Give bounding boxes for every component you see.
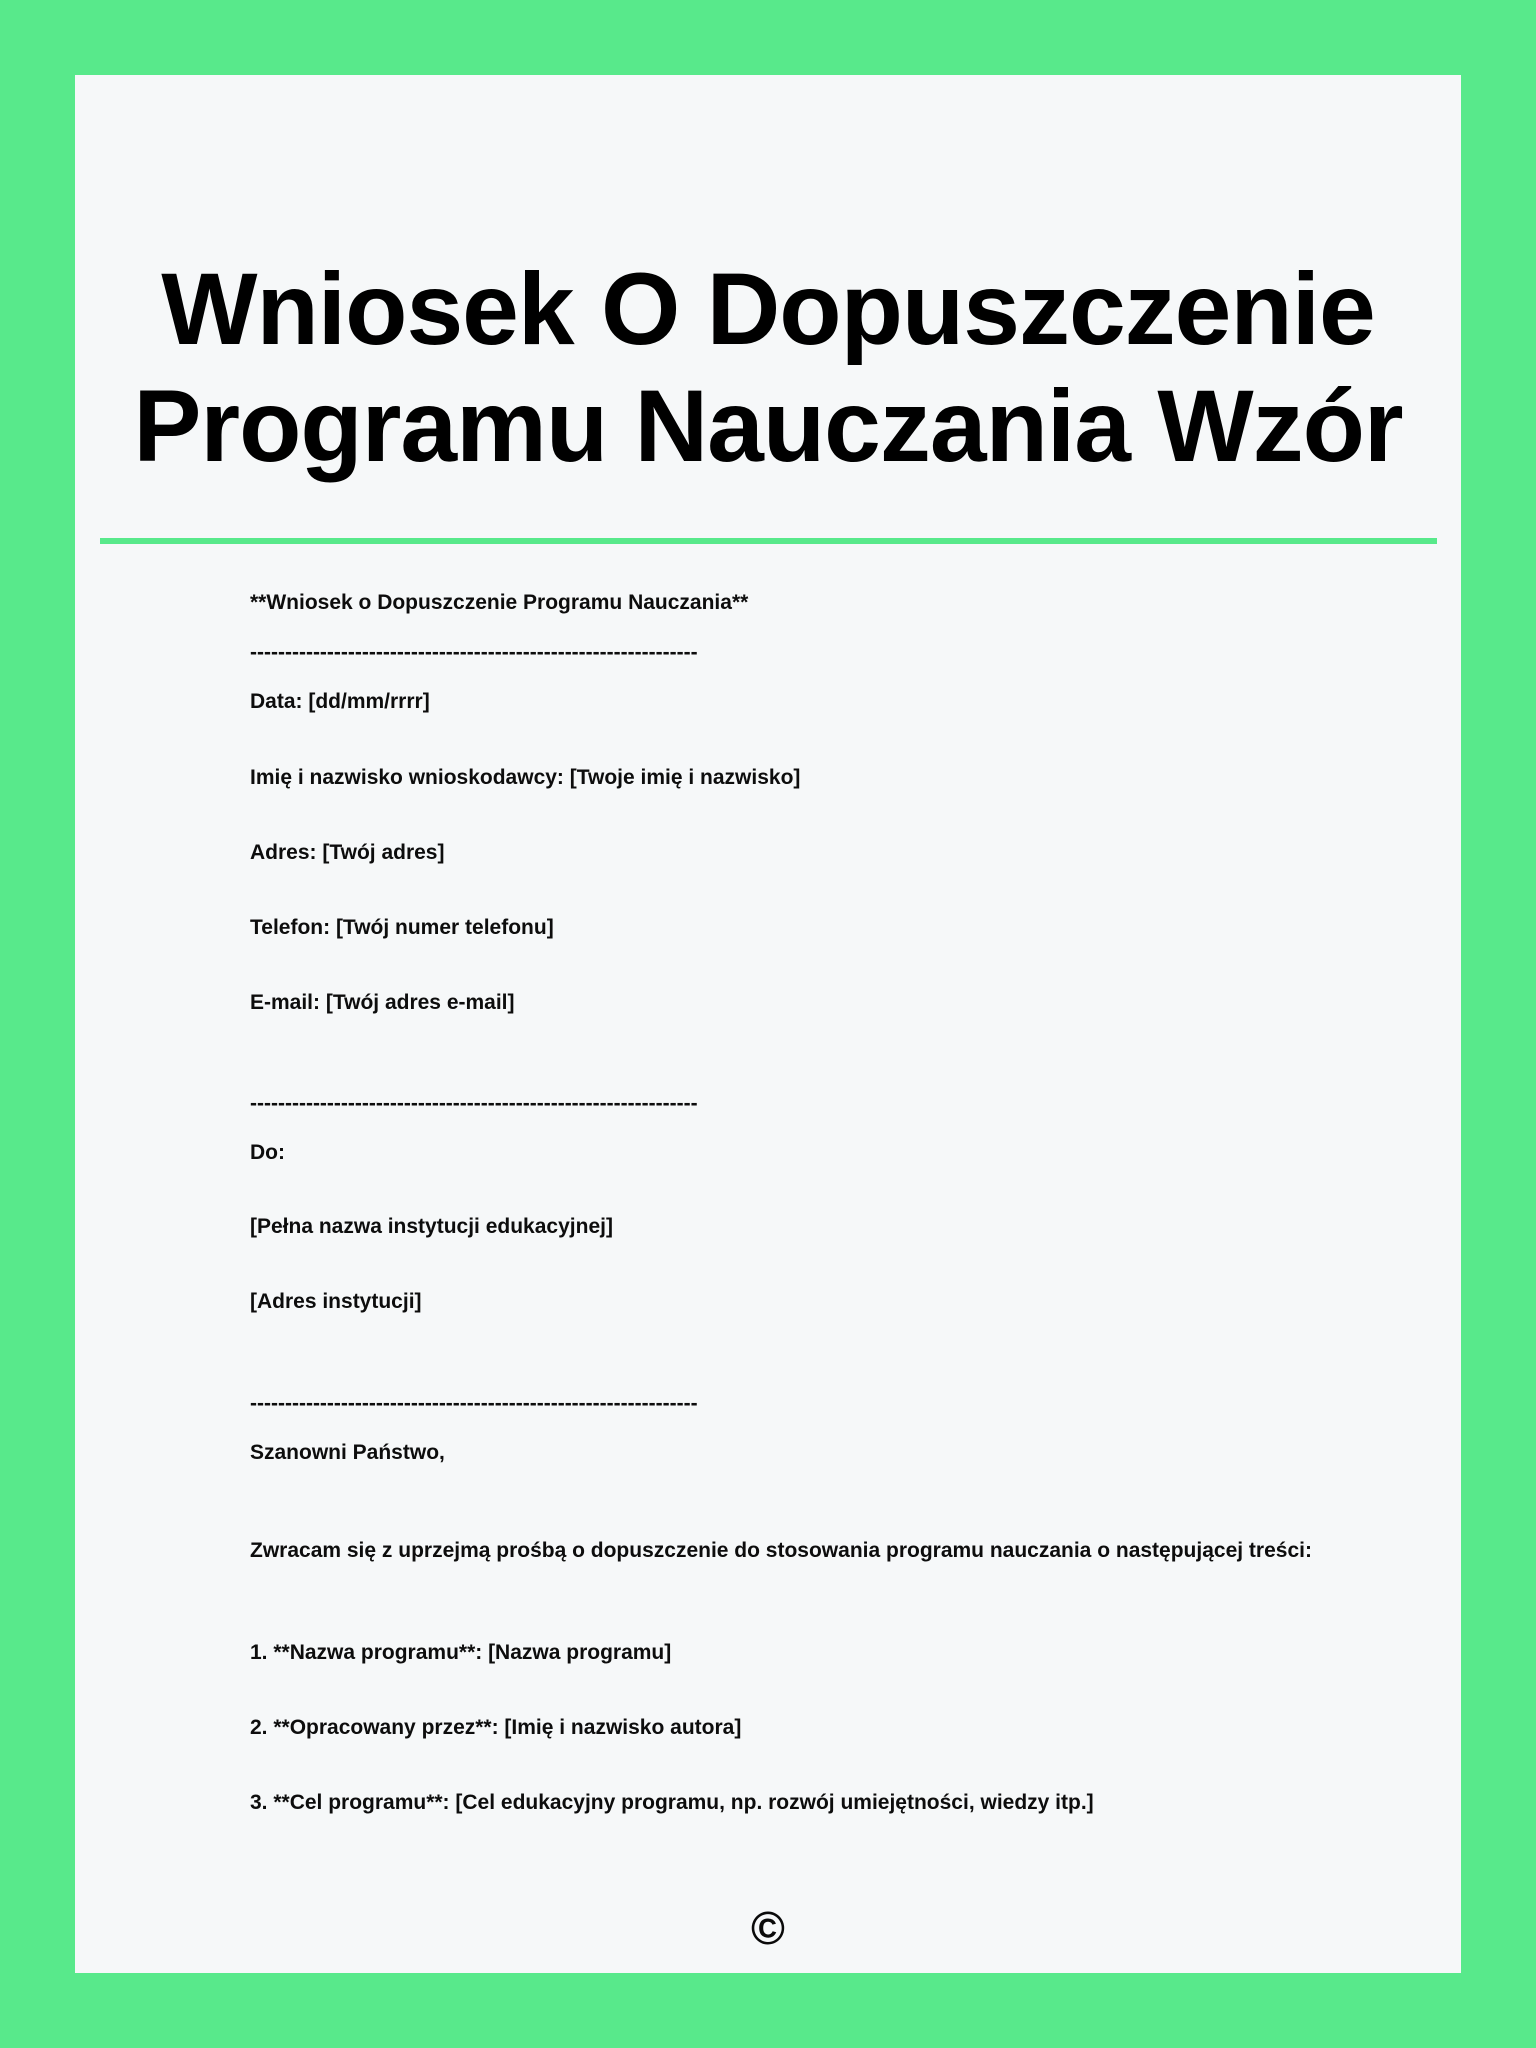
copyright-icon: ©: [751, 1902, 785, 1954]
separator-line: ----------------------------------------------------------------: [250, 1392, 698, 1415]
document-page: [75, 75, 1461, 1973]
separator-line: ----------------------------------------------------------------: [250, 641, 698, 664]
document-line-salutation: Szanowni Państwo,: [250, 1441, 445, 1464]
document-line-item-2: 2. **Opracowany przez**: [Imię i nazwisko autora]: [250, 1716, 742, 1739]
separator-line: ----------------------------------------------------------------: [250, 1092, 698, 1115]
document-line-item-3: 3. **Cel programu**: [Cel edukacyjny programu, np. rozwój umiejętności, wiedzy itp.]: [250, 1791, 1094, 1814]
document-line-request: Zwracam się z uprzejmą prośbą o dopuszczenie do stosowania programu nauczania o następującej treści:: [250, 1539, 1312, 1562]
document-body: [75, 75, 1461, 1973]
document-line-heading: **Wniosek o Dopuszczenie Programu Nauczania**: [250, 591, 749, 614]
document-line-inst-address: [Adres instytucji]: [250, 1290, 422, 1313]
document-line-name: Imię i nazwisko wnioskodawcy: [Twoje imię i nazwisko]: [250, 766, 801, 789]
document-line-phone: Telefon: [Twój numer telefonu]: [250, 916, 554, 939]
document-line-institution: [Pełna nazwa instytucji edukacyjnej]: [250, 1215, 613, 1238]
document-line-address: Adres: [Twój adres]: [250, 841, 445, 864]
document-line-date: Data: [dd/mm/rrrr]: [250, 690, 430, 713]
document-title: Wniosek O Dopuszczenie Programu Nauczania Wzór: [133, 252, 1403, 483]
document-line-item-1: 1. **Nazwa programu**: [Nazwa programu]: [250, 1641, 672, 1664]
document-line-email: E-mail: [Twój adres e-mail]: [250, 991, 515, 1014]
document-line-to: Do:: [250, 1141, 285, 1164]
